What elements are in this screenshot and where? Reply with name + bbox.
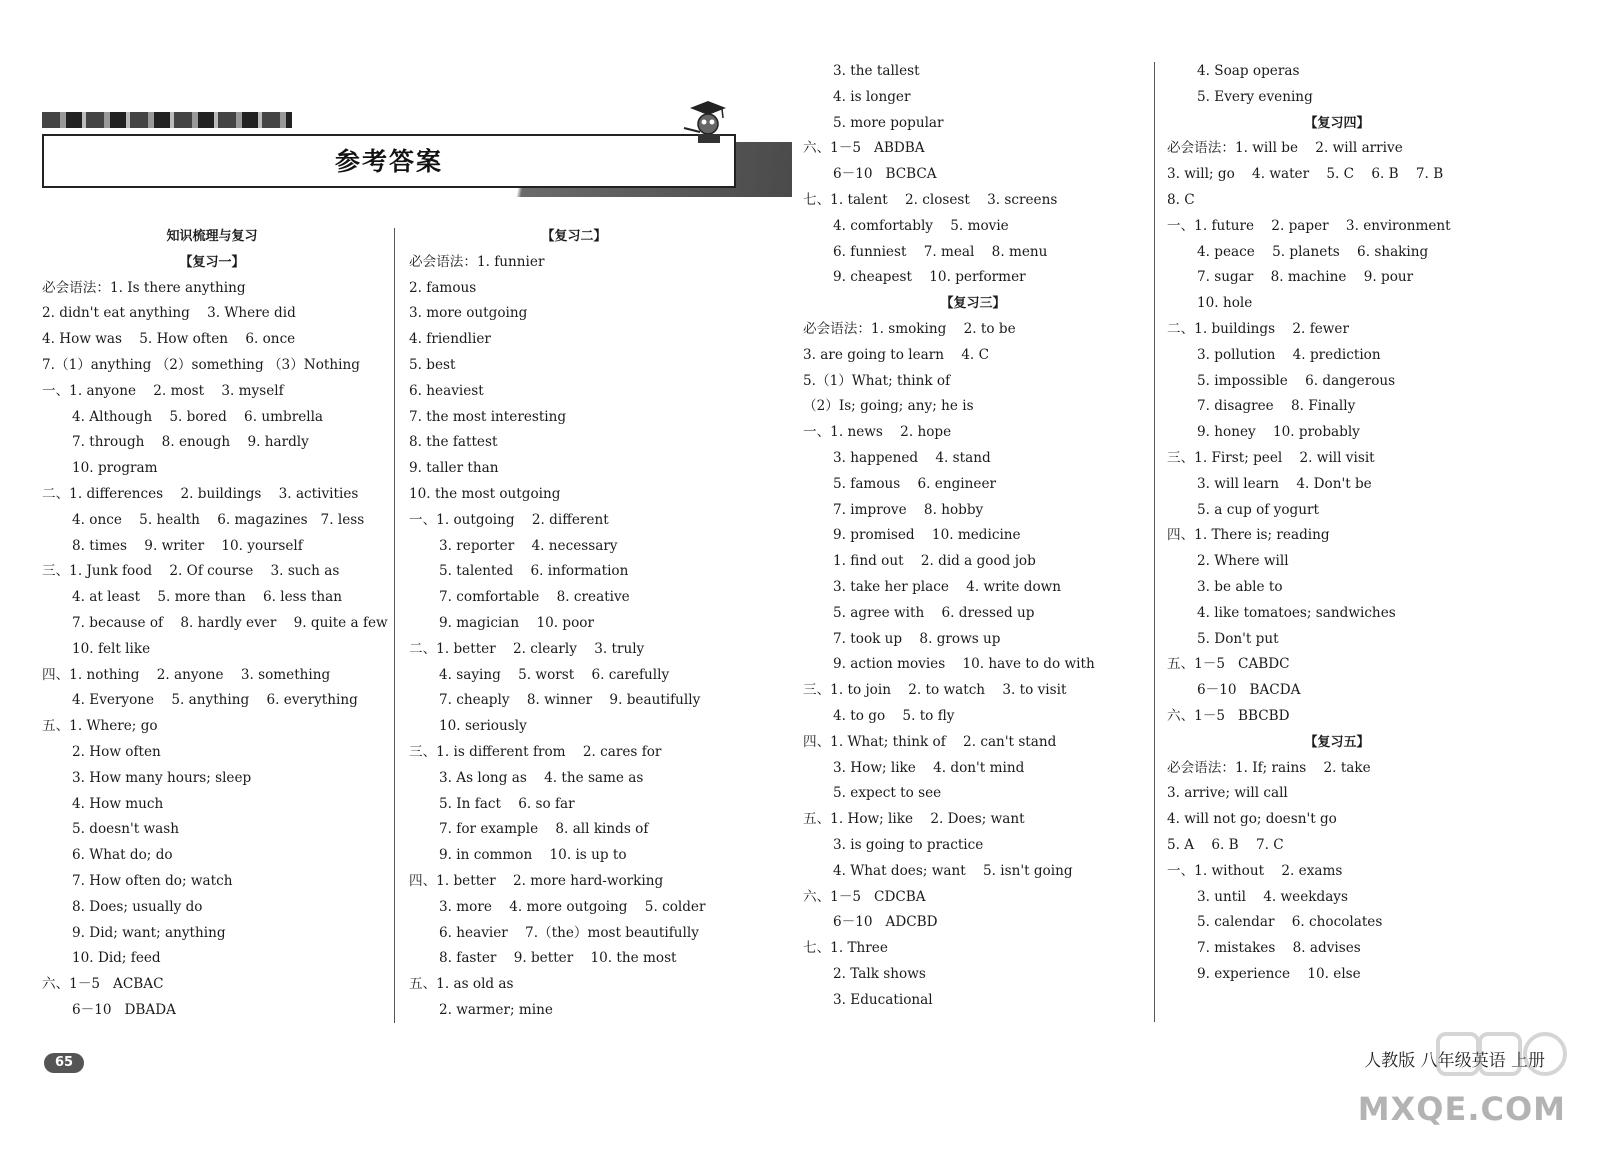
section-heading: 知识梳理与复习	[166, 229, 258, 244]
answer-line: 3. are going to learn 4. C	[803, 346, 989, 363]
banner-title-box	[42, 134, 736, 188]
answer-line: 9. Did; want; anything	[72, 924, 226, 941]
answer-line: 一、1. future 2. paper 3. environment	[1167, 217, 1451, 234]
answer-line: 8. Does; usually do	[72, 898, 203, 915]
answer-column-2	[409, 224, 739, 1024]
answer-line: 3. will learn 4. Don't be	[1197, 475, 1372, 492]
watermark-text: MXQE.COM	[1357, 1090, 1566, 1128]
answer-line: 一、1. outgoing 2. different	[409, 511, 609, 528]
answer-line: 三、1. to join 2. to watch 3. to visit	[803, 682, 1067, 699]
answer-line: 8. the fattest	[409, 434, 498, 451]
answer-line: 7. How often do; watch	[72, 872, 233, 889]
answer-line: 9. cheapest 10. performer	[833, 269, 1026, 286]
answer-line: 二、1. differences 2. buildings 3. activities	[42, 485, 359, 502]
answer-line: 5. A 6. B 7. C	[1167, 836, 1284, 853]
answer-line: 四、1. nothing 2. anyone 3. something	[42, 666, 331, 683]
answer-line: 七、1. talent 2. closest 3. screens	[803, 191, 1058, 208]
answer-line: 2. warmer; mine	[439, 1001, 553, 1018]
answer-line: 三、1. is different from 2. cares for	[409, 743, 662, 760]
answer-line: 7. sugar 8. machine 9. pour	[1197, 269, 1414, 286]
answer-line: 3. will; go 4. water 5. C 6. B 7. B	[1167, 166, 1444, 183]
answer-line: 4. once 5. health 6. magazines 7. less	[72, 511, 365, 528]
answer-line: 2. How often	[72, 743, 161, 760]
column-divider	[1154, 62, 1155, 1022]
answer-line: 7. improve 8. hobby	[833, 501, 984, 518]
answer-line: 2. Talk shows	[833, 965, 926, 982]
answer-line: 7. because of 8. hardly ever 9. quite a few	[72, 614, 388, 631]
answer-line: 9. taller than	[409, 460, 499, 477]
answer-line: 必会语法：1. funnier	[409, 253, 545, 270]
answer-line: 4. friendlier	[409, 331, 491, 348]
answer-line: 7. took up 8. grows up	[833, 630, 1001, 647]
answer-line: 5. a cup of yogurt	[1197, 501, 1319, 518]
answer-line: 4. like tomatoes; sandwiches	[1197, 604, 1396, 621]
answer-line: 4. will not go; doesn't go	[1167, 811, 1337, 828]
answer-line: 3. more 4. more outgoing 5. colder	[439, 898, 706, 915]
answer-line: 9. in common 10. is up to	[439, 847, 627, 864]
answer-line: 四、1. better 2. more hard-working	[409, 872, 664, 889]
answer-line: 2. didn't eat anything 3. Where did	[42, 305, 296, 322]
answer-line: 四、1. There is; reading	[1167, 527, 1330, 544]
answer-line: 3. the tallest	[833, 63, 920, 79]
graduate-mascot-icon	[682, 98, 728, 148]
answer-key-banner	[42, 112, 757, 198]
answer-line: 7.（1）anything （2）something （3）Nothing	[42, 356, 360, 373]
answer-line: 六、1－5 BBCBD	[1167, 707, 1290, 724]
answer-line: 1. find out 2. did a good job	[833, 553, 1036, 570]
answer-line: 3. is going to practice	[833, 836, 984, 853]
answer-column-4	[1167, 59, 1507, 988]
answer-line: 必会语法：1. smoking 2. to be	[803, 320, 1016, 337]
answer-line: 10. program	[72, 460, 158, 477]
answer-line: 8. C	[1167, 191, 1195, 208]
answer-line: 3. reporter 4. necessary	[439, 537, 618, 554]
answer-line: 5. agree with 6. dressed up	[833, 604, 1035, 621]
answer-line: 三、1. Junk food 2. Of course 3. such as	[42, 563, 340, 580]
answer-line: 7. the most interesting	[409, 408, 567, 425]
answer-line: 必会语法：1. will be 2. will arrive	[1167, 140, 1403, 157]
answer-line: 10. seriously	[439, 718, 527, 735]
section-heading: 【复习一】	[179, 254, 245, 270]
answer-line: 5. more popular	[833, 114, 944, 131]
answer-line: 7. mistakes 8. advises	[1197, 940, 1361, 957]
book-footer: 人教版 八年级英语 上册	[1364, 1051, 1545, 1071]
answer-line: 三、1. First; peel 2. will visit	[1167, 449, 1375, 466]
answer-column-3	[803, 59, 1143, 1013]
answer-line: 4. How much	[72, 795, 164, 812]
answer-line: 7. for example 8. all kinds of	[439, 821, 649, 838]
answer-line: 五、1. Where; go	[42, 718, 158, 735]
answer-line: 6. funniest 7. meal 8. menu	[833, 243, 1048, 260]
answer-line: 9. promised 10. medicine	[833, 527, 1021, 544]
answer-line: 6－10 DBADA	[72, 1001, 176, 1018]
answer-line: 5. talented 6. information	[439, 563, 629, 580]
answer-line: 二、1. better 2. clearly 3. truly	[409, 640, 645, 657]
answer-line: 3. How many hours; sleep	[72, 769, 252, 786]
answer-line: 4. saying 5. worst 6. carefully	[439, 666, 670, 683]
answer-column-1	[42, 224, 388, 1024]
answer-line: 6. heaviest	[409, 382, 484, 399]
answer-line: 5. famous 6. engineer	[833, 475, 996, 492]
answer-line: 3. As long as 4. the same as	[439, 769, 644, 786]
page-title: 参考答案	[334, 147, 443, 176]
answer-line: 3. be able to	[1197, 578, 1283, 595]
answer-line: 5.（1）What; think of	[803, 372, 951, 389]
answer-line: 10. Did; feed	[72, 950, 161, 967]
answer-line: 2. Where will	[1197, 553, 1289, 570]
answer-line: 10. hole	[1197, 295, 1253, 312]
answer-line: 5. expect to see	[833, 785, 942, 802]
answer-line: 8. faster 9. better 10. the most	[439, 950, 677, 967]
answer-line: 七、1. Three	[803, 940, 888, 957]
answer-line: 3. happened 4. stand	[833, 449, 991, 466]
answer-line: 四、1. What; think of 2. can't stand	[803, 733, 1057, 750]
answer-line: 4. at least 5. more than 6. less than	[72, 589, 343, 606]
answer-line: 五、1. How; like 2. Does; want	[803, 811, 1025, 828]
answer-line: 5. Every evening	[1197, 88, 1313, 105]
answer-line: 5. calendar 6. chocolates	[1197, 914, 1383, 931]
answer-line: 二、1. buildings 2. fewer	[1167, 320, 1349, 337]
answer-line: 9. magician 10. poor	[439, 614, 594, 631]
answer-line: 4. to go 5. to fly	[833, 707, 955, 724]
right-page	[800, 0, 1600, 1149]
answer-line: 5. doesn't wash	[72, 821, 179, 838]
answer-line: 4. peace 5. planets 6. shaking	[1197, 243, 1429, 260]
answer-line: 10. the most outgoing	[409, 485, 561, 502]
answer-line: 4. What does; want 5. isn't going	[833, 862, 1073, 879]
answer-line: 6. heavier 7.（the）most beautifully	[439, 924, 699, 941]
page-number: 65	[44, 1053, 84, 1073]
answer-line: 5. best	[409, 356, 456, 373]
answer-line: 8. times 9. writer 10. yourself	[72, 537, 303, 554]
answer-line: （2）Is; going; any; he is	[803, 398, 974, 415]
answer-line: 2. famous	[409, 279, 477, 296]
answer-line: 7. comfortable 8. creative	[439, 589, 630, 606]
banner-decoration-strip	[42, 112, 292, 128]
answer-line: 一、1. without 2. exams	[1167, 862, 1343, 879]
answer-line: 5. In fact 6. so far	[439, 795, 575, 812]
answer-line: 3. How; like 4. don't mind	[833, 759, 1025, 776]
section-heading: 【复习二】	[541, 229, 607, 244]
answer-line: 7. cheaply 8. winner 9. beautifully	[439, 692, 701, 709]
column-divider	[394, 228, 395, 1023]
answer-line: 6－10 BACDA	[1197, 682, 1301, 699]
answer-line: 一、1. anyone 2. most 3. myself	[42, 382, 284, 399]
answer-line: 9. action movies 10. have to do with	[833, 656, 1095, 673]
answer-line: 6－10 ADCBD	[833, 914, 938, 931]
answer-line: 6. What do; do	[72, 847, 173, 864]
answer-line: 4. is longer	[833, 88, 911, 105]
section-heading: 【复习三】	[940, 296, 1006, 312]
answer-line: 4. Although 5. bored 6. umbrella	[72, 408, 324, 425]
answer-line: 4. Everyone 5. anything 6. everything	[72, 692, 358, 709]
answer-line: 9. experience 10. else	[1197, 965, 1361, 982]
section-heading: 【复习四】	[1304, 115, 1370, 131]
answer-line: 3. until 4. weekdays	[1197, 888, 1348, 905]
answer-line: 9. honey 10. probably	[1197, 424, 1360, 441]
answer-line: 7. through 8. enough 9. hardly	[72, 434, 309, 451]
answer-line: 六、1－5 ABDBA	[803, 140, 925, 157]
answer-line: 3. more outgoing	[409, 305, 528, 322]
answer-line: 必会语法：1. Is there anything	[42, 279, 246, 296]
answer-line: 5. Don't put	[1197, 630, 1279, 647]
answer-line: 4. comfortably 5. movie	[833, 217, 1009, 234]
answer-line: 五、1－5 CABDC	[1167, 656, 1290, 673]
answer-line: 五、1. as old as	[409, 976, 514, 993]
answer-line: 3. arrive; will call	[1167, 785, 1288, 802]
answer-line: 六、1－5 ACBAC	[42, 976, 164, 993]
answer-line: 必会语法：1. If; rains 2. take	[1167, 759, 1371, 776]
answer-line: 3. take her place 4. write down	[833, 578, 1062, 595]
answer-line: 一、1. news 2. hope	[803, 424, 952, 441]
answer-line: 3. Educational	[833, 991, 933, 1008]
answer-line: 3. pollution 4. prediction	[1197, 346, 1381, 363]
answer-line: 7. disagree 8. Finally	[1197, 398, 1356, 415]
answer-line: 10. felt like	[72, 640, 151, 657]
answer-line: 4. How was 5. How often 6. once	[42, 331, 296, 348]
section-heading: 【复习五】	[1304, 734, 1370, 750]
answer-line: 5. impossible 6. dangerous	[1197, 372, 1396, 389]
answer-line: 6－10 BCBCA	[833, 166, 937, 183]
answer-line: 六、1－5 CDCBA	[803, 888, 926, 905]
answer-line: 4. Soap operas	[1197, 63, 1300, 79]
